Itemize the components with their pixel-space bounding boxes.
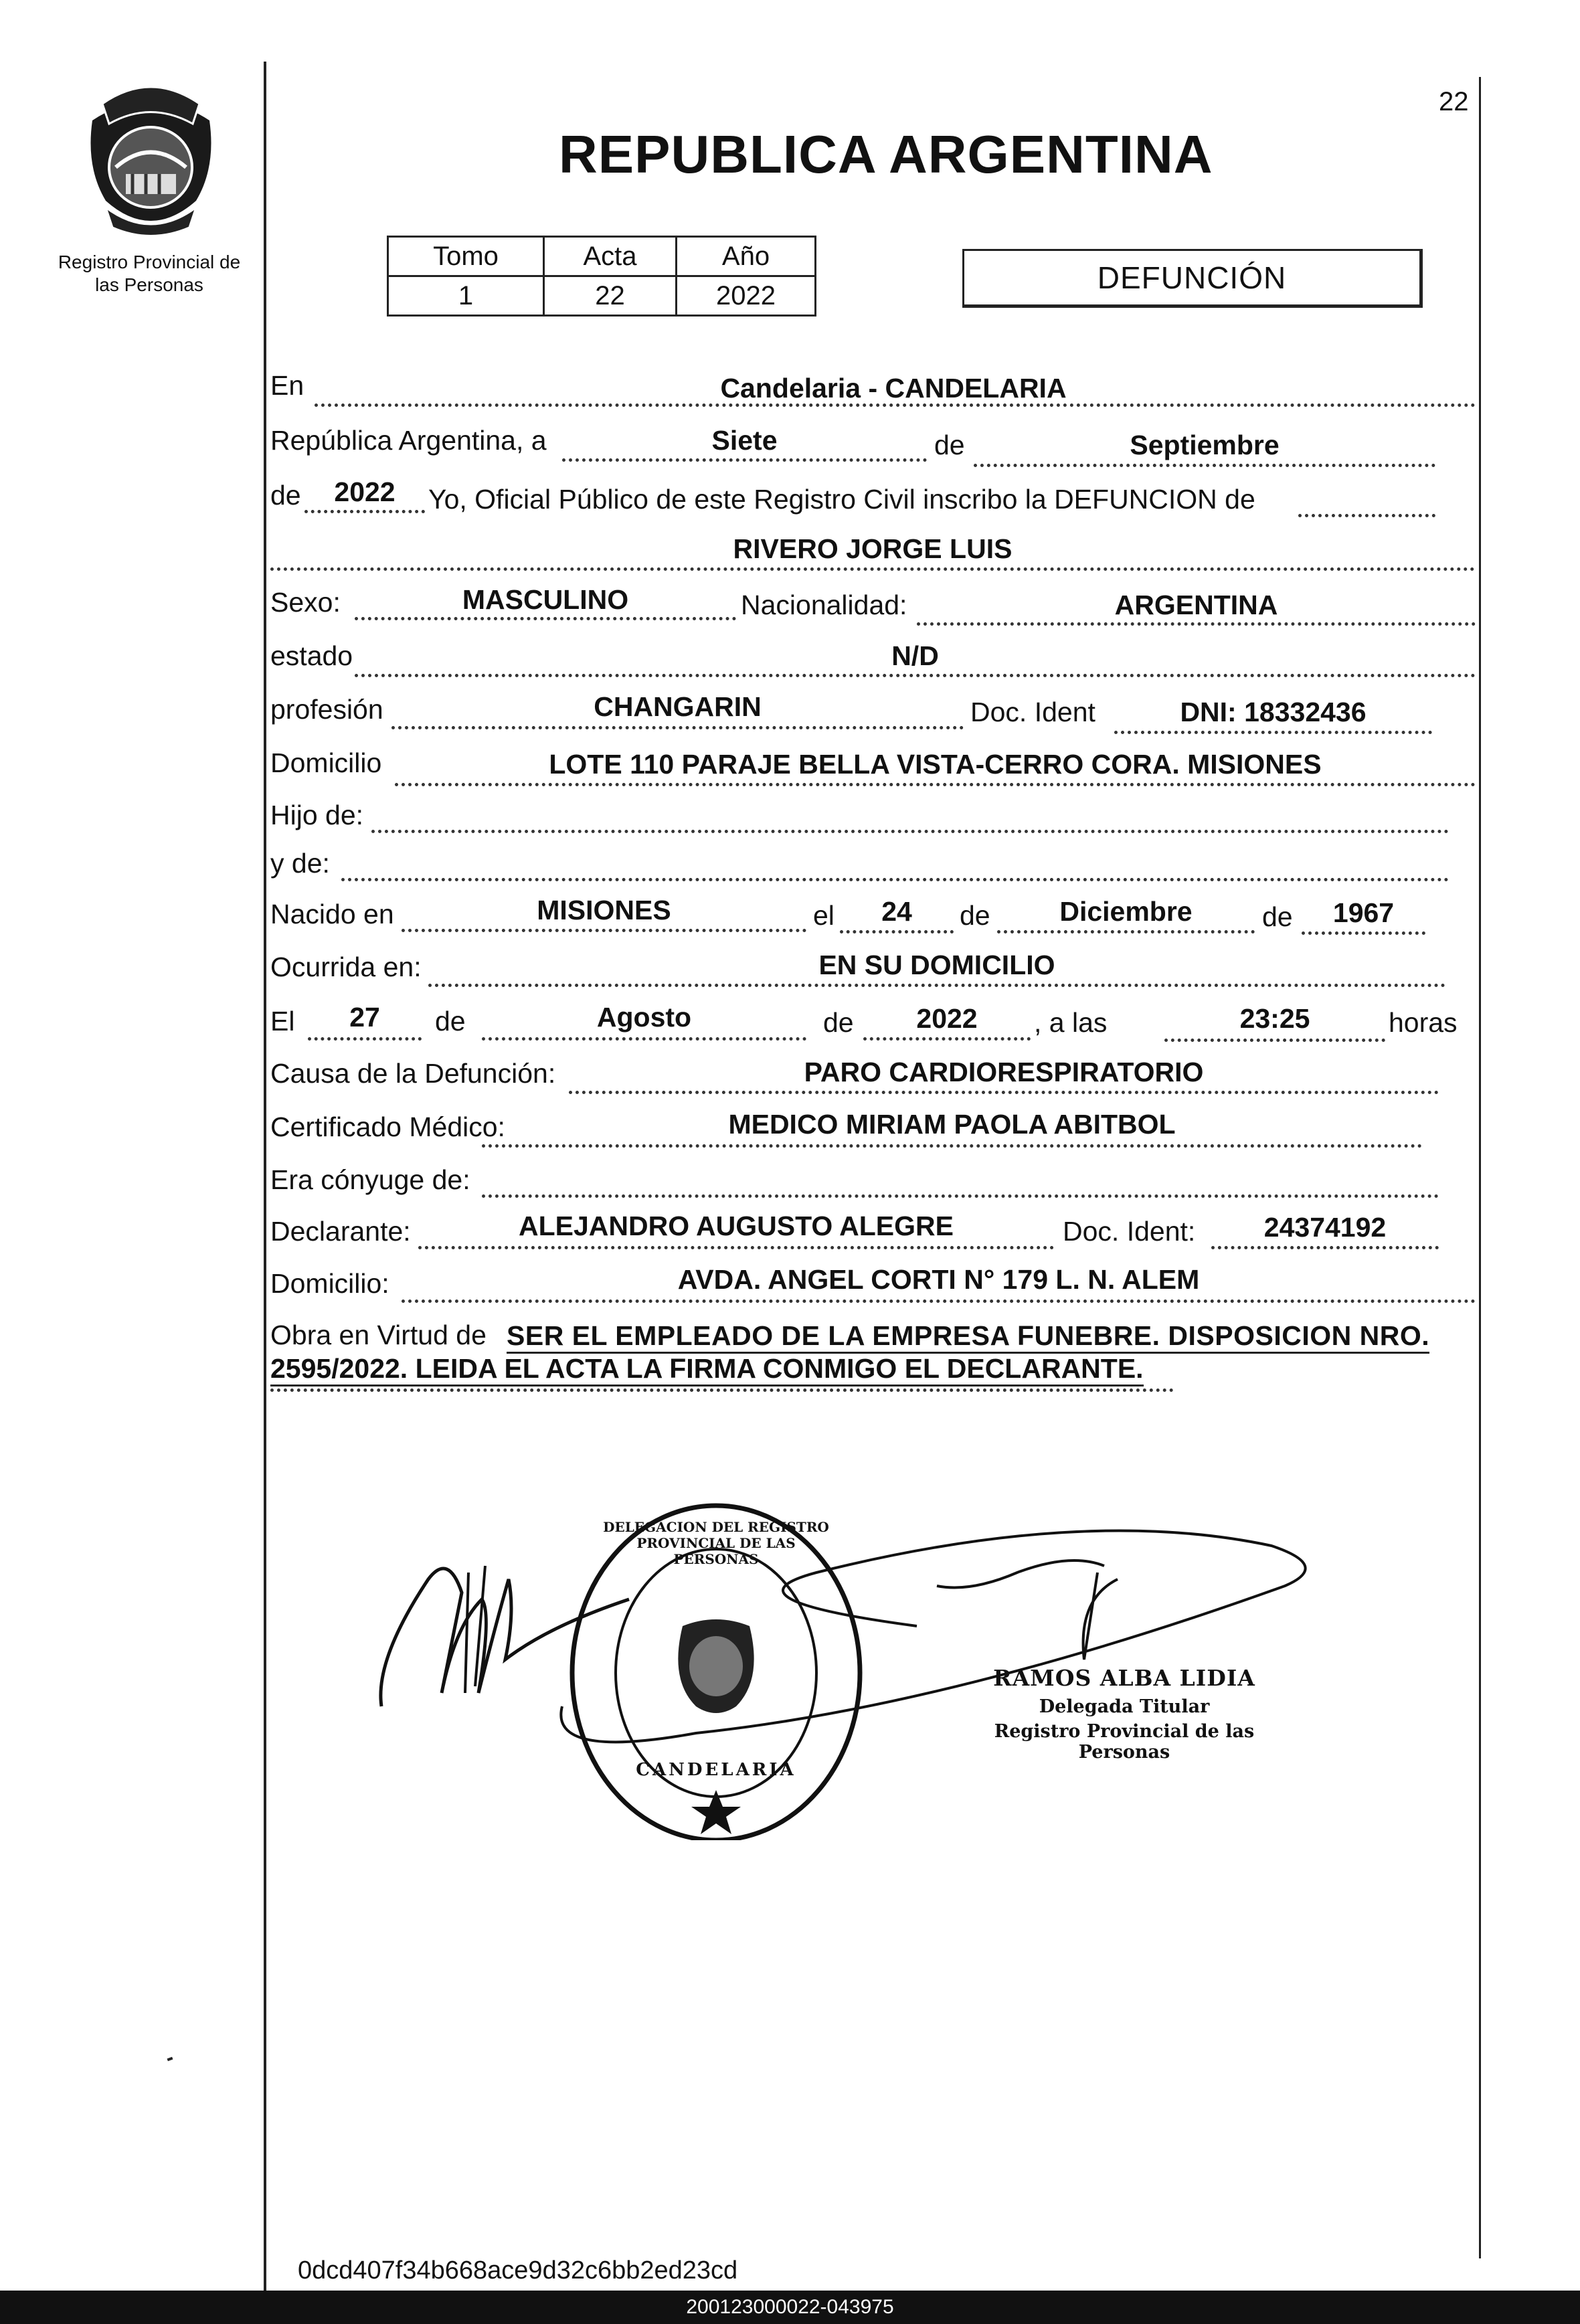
birth-day-value: 24: [881, 896, 912, 927]
domicilio-value: LOTE 110 PARAJE BELLA VISTA-CERRO CORA. MISIONES: [549, 749, 1322, 780]
month-value: Septiembre: [1130, 430, 1280, 460]
day-word-dots: [562, 458, 927, 462]
ocurrida-label: Ocurrida en:: [270, 952, 422, 982]
declarante-dots: [418, 1246, 1054, 1249]
tomo-value: 1: [388, 276, 544, 316]
birth-month-value: Diciembre: [1059, 896, 1193, 927]
right-margin-line: [1479, 77, 1481, 2258]
alas-label: , a las: [1034, 1007, 1108, 1038]
obra-line-2: 2595/2022. LEIDA EL ACTA LA FIRMA CONMIGO EL DECLARANTE.: [270, 1353, 1144, 1387]
record-table: [387, 236, 816, 317]
de-label-5: de: [435, 1006, 466, 1037]
conyuge-dots: [482, 1194, 1439, 1198]
declarante-domicilio-value: AVDA. ANGEL CORTI N° 179 L. N. ALEM: [677, 1264, 1200, 1295]
nacionalidad-value: ARGENTINA: [1114, 590, 1278, 620]
doc-value: DNI: 18332436: [1180, 697, 1367, 727]
estado-value: N/D: [891, 640, 939, 671]
death-month-dots: [482, 1037, 806, 1041]
signatory-role: Delegada Titular: [1039, 1696, 1210, 1717]
footer-code: 200123000022-043975: [686, 2296, 894, 2318]
month-dots: [974, 464, 1435, 467]
record-type: DEFUNCIÓN: [1097, 260, 1287, 295]
domicilio-label: Domicilio: [270, 747, 382, 778]
deceased-name-dots: [270, 567, 1475, 571]
anio-header: Año: [677, 237, 816, 276]
record-table-value-row: [388, 276, 816, 316]
de-label-6: de: [823, 1007, 854, 1038]
signatory-office: Registro Provincial de las Personas: [994, 1721, 1255, 1763]
sexo-value: MASCULINO: [462, 584, 629, 615]
declarante-doc-value: 24374192: [1263, 1212, 1387, 1243]
nacionalidad-label: Nacionalidad:: [741, 590, 907, 620]
death-year-dots: [863, 1037, 1031, 1041]
declarante-label: Declarante:: [270, 1216, 411, 1247]
yde-label: y de:: [270, 848, 330, 879]
oficial-tail-dots: [1298, 514, 1435, 517]
estado-dots: [355, 674, 1476, 677]
hijo-label: Hijo de:: [270, 800, 364, 830]
en-label: En: [270, 370, 304, 401]
day-word-value: Siete: [711, 425, 778, 456]
logo-label: Registro Provincial de las Personas: [58, 252, 241, 295]
obra-dots: [270, 1389, 1174, 1392]
oficial-text: Yo, Oficial Público de este Registro Civil inscribo la DEFUNCION de: [428, 484, 1255, 515]
nacido-dots: [402, 929, 806, 932]
nacido-label: Nacido en: [270, 899, 394, 929]
republica-label: República Argentina, a: [270, 425, 547, 456]
profesion-dots: [391, 726, 964, 729]
ocurrida-dots: [428, 984, 1445, 987]
death-time-value: 23:25: [1239, 1003, 1310, 1034]
deceased-name-value: RIVERO JORGE LUIS: [733, 533, 1013, 564]
ocurrida-value: EN SU DOMICILIO: [818, 950, 1055, 980]
year-dots: [304, 510, 425, 513]
tomo-header: Tomo: [388, 237, 544, 276]
certificado-label: Certificado Médico:: [270, 1111, 505, 1142]
yde-dots: [341, 878, 1449, 881]
birth-year-dots: [1302, 931, 1425, 935]
obra-label: Obra en Virtud de: [270, 1320, 487, 1350]
causa-value: PARO CARDIORESPIRATORIO: [804, 1057, 1204, 1087]
left-margin-line: [264, 62, 266, 2303]
birth-month-dots: [997, 930, 1255, 933]
sexo-dots: [355, 617, 736, 620]
stamp-ring-text: DELEGACION DEL REGISTRO PROVINCIAL DE LAS PERSONAS: [603, 1519, 829, 1567]
acta-header: Acta: [544, 237, 677, 276]
anio-value: 2022: [677, 276, 816, 316]
conyuge-label: Era cónyuge de:: [270, 1164, 470, 1195]
doc2-label: Doc. Ident:: [1063, 1216, 1196, 1247]
signatory-name: RAMOS ALBA LIDIA: [993, 1665, 1255, 1691]
el2-label: El: [270, 1006, 295, 1037]
profesion-value: CHANGARIN: [594, 691, 762, 722]
hijo-dots: [371, 830, 1449, 833]
declarante-value: ALEJANDRO AUGUSTO ALEGRE: [519, 1211, 954, 1241]
acta-value: 22: [544, 276, 677, 316]
declarante-domicilio-dots: [402, 1300, 1476, 1303]
doc-dots: [1114, 731, 1432, 734]
causa-dots: [569, 1091, 1439, 1094]
document-hash: 0dcd407f34b668ace9d32c6bb2ed23cd: [298, 2256, 738, 2285]
death-month-value: Agosto: [596, 1002, 692, 1033]
de-label-2: de: [270, 480, 301, 511]
death-day-value: 27: [349, 1002, 380, 1033]
estado-label: estado: [270, 640, 353, 671]
year-value: 2022: [334, 476, 396, 507]
profesion-label: profesión: [270, 694, 383, 725]
domicilio-dots: [395, 783, 1476, 786]
certificado-value: MEDICO MIRIAM PAOLA ABITBOL: [728, 1109, 1176, 1140]
causa-label: Causa de la Defunción:: [270, 1058, 556, 1089]
page-title: REPUBLICA ARGENTINA: [559, 124, 1213, 184]
obra-line-1: SER EL EMPLEADO DE LA EMPRESA FUNEBRE. DISPOSICION NRO.: [507, 1320, 1429, 1354]
death-time-dots: [1164, 1039, 1385, 1042]
de-label-3: de: [960, 900, 990, 931]
place-value: Candelaria - CANDELARIA: [720, 373, 1067, 404]
de-label-4: de: [1262, 901, 1293, 932]
sexo-label: Sexo:: [270, 587, 341, 618]
de-label-1: de: [934, 430, 965, 460]
birth-year-value: 1967: [1332, 897, 1395, 928]
signatory-block: [950, 1665, 1298, 1763]
page-number: 22: [1439, 87, 1469, 116]
record-table-header-row: [388, 237, 816, 276]
nacionalidad-dots: [917, 622, 1476, 626]
death-day-dots: [308, 1037, 422, 1041]
doc-label: Doc. Ident: [970, 697, 1095, 727]
province-seal-logo: [79, 74, 223, 238]
horas-label: horas: [1389, 1007, 1458, 1038]
birth-day-dots: [840, 930, 954, 933]
stamp-center-text: CANDELARIA: [636, 1760, 796, 1780]
nacido-value: MISIONES: [537, 895, 671, 925]
record-type-box: [962, 249, 1423, 308]
el-label: el: [813, 900, 835, 931]
place-dots: [315, 404, 1476, 407]
footer-bar: [0, 2291, 1580, 2324]
certificado-dots: [482, 1144, 1422, 1148]
death-year-value: 2022: [916, 1003, 978, 1034]
pen-mark: [167, 2057, 173, 2061]
declarante-doc-dots: [1211, 1246, 1439, 1249]
domicilio2-label: Domicilio:: [270, 1268, 389, 1299]
